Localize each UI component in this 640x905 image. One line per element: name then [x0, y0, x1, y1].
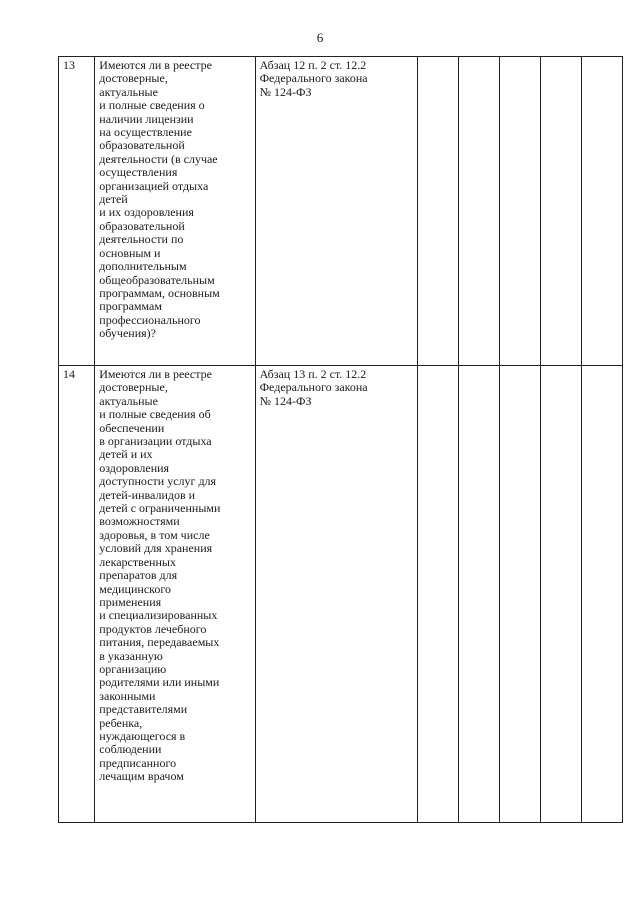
question-line: продуктов лечебного [99, 621, 207, 636]
question-line: возможностями [99, 514, 180, 529]
empty-cell [459, 57, 500, 366]
question-line: образовательной [99, 138, 185, 153]
reference-line: Федерального закона [259, 380, 368, 395]
question-line: основным и [99, 245, 161, 260]
question-line: и полные сведения об [99, 407, 211, 422]
reference-cell [255, 57, 418, 366]
question-line: соблюдении [99, 742, 162, 757]
question-line: программам, основным [99, 285, 220, 300]
empty-cell [582, 366, 623, 823]
question-line: детей-инвалидов и [99, 487, 196, 502]
question-line: достоверные, [99, 380, 168, 395]
question-line: организацией отдыха [99, 178, 209, 193]
question-line: деятельности по [99, 232, 184, 247]
question-cell [95, 366, 255, 823]
question-line: обеспечении [99, 420, 165, 435]
question-line: медицинского [99, 581, 171, 596]
question-line: детей [99, 192, 128, 207]
question-line: актуальные [99, 84, 158, 99]
question-line: нуждающегося в [99, 728, 186, 743]
question-line: программам [99, 299, 162, 314]
empty-cell [459, 366, 500, 823]
empty-cell [500, 57, 541, 366]
question-line: лекарственных [99, 554, 176, 569]
question-line: законными [99, 688, 156, 703]
question-line: в указанную [99, 648, 163, 663]
empty-cell [582, 57, 623, 366]
question-line: образовательной [99, 218, 185, 233]
reference-line: № 124-ФЗ [259, 393, 312, 408]
question-line: предписанного [99, 755, 177, 770]
question-line: ребенка, [99, 715, 143, 730]
question-line: представителями [99, 702, 188, 717]
question-line: и их оздоровления [99, 205, 194, 220]
question-line: организацию [99, 661, 167, 676]
question-line: дополнительным [99, 259, 187, 274]
question-line: лечащим врачом [99, 769, 184, 784]
question-line: условий для хранения [99, 541, 213, 556]
question-line: в организации отдыха [99, 434, 212, 449]
question-line: общеобразовательным [99, 272, 215, 287]
reference-line: № 124-ФЗ [259, 84, 312, 99]
table-row [59, 57, 623, 366]
question-line: деятельности (в случае [99, 151, 218, 166]
question-line: и полные сведения о [99, 98, 205, 113]
reference-line: Абзац 13 п. 2 ст. 12.2 [259, 367, 367, 381]
question-line: доступности услуг для [99, 474, 217, 489]
table-row [59, 366, 623, 823]
reference-line: Федерального закона [259, 71, 368, 86]
empty-cell [418, 57, 459, 366]
question-line: актуальные [99, 393, 158, 408]
question-cell [95, 57, 255, 366]
question-line: детей с ограниченными [99, 501, 221, 516]
empty-cell [418, 366, 459, 823]
checklist-table [58, 56, 623, 823]
question-line: родителями или иными [99, 675, 220, 690]
empty-cell [541, 57, 582, 366]
row-number-cell: 13 [59, 57, 95, 366]
reference-line: Абзац 12 п. 2 ст. 12.2 [259, 58, 367, 72]
empty-cell [541, 366, 582, 823]
page-number: 6 [316, 30, 324, 45]
question-line: оздоровления [99, 460, 170, 475]
question-line: питания, передаваемых [99, 635, 220, 650]
question-line: препаратов для [99, 568, 178, 583]
reference-cell [255, 366, 418, 823]
question-line: детей и их [99, 447, 153, 462]
question-line: Имеются ли в реестре [99, 58, 212, 72]
empty-cell [500, 366, 541, 823]
question-line: здоровья, в том числе [99, 527, 210, 542]
question-line: применения [99, 594, 162, 609]
question-line: достоверные, [99, 71, 168, 86]
question-line: наличии лицензии [99, 111, 194, 126]
question-line: и специализированных [99, 608, 218, 623]
question-line: обучения)? [99, 326, 156, 341]
row-number-cell: 14 [59, 366, 95, 823]
question-line: профессионального [99, 312, 201, 327]
question-line: на осуществление [99, 125, 192, 140]
question-line: осуществления [99, 165, 178, 180]
question-line: Имеются ли в реестре [99, 367, 212, 381]
